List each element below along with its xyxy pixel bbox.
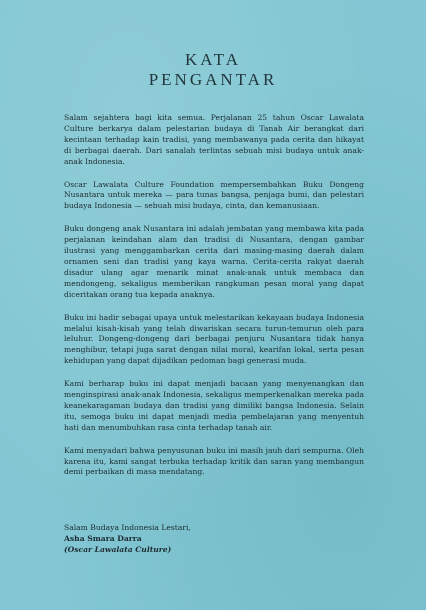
closing-greeting: Salam Budaya Indonesia Lestari,	[64, 523, 191, 532]
paragraph-2: Oscar Lawalata Culture Foundation mempersembahkan Buku Dongeng Nusantara untuk mereka — para tunas bangsa, penjaga bumi, dan pelestari budaya Indonesia — sebuah misi budaya, cinta, dan kemanusiaan.	[64, 179, 364, 211]
paragraph-3: Buku dongeng anak Nusantara ini adalah jembatan yang membawa kita pada perjalanan keindahan alam dan tradisi di Nusantara, dengan gambar ilustrasi yang menggambarkan cerita dari masing-masing daerah dalam ornamen seni dan tradisi yang kaya warna. Cerita-cerita rakyat daerah disadur ulang agar menarik minat anak-anak untuk membaca dan mendongeng, sekaligus memberikan rangkuman pesan moral yang dapat diceritakan orang tua kepada anaknya.	[64, 224, 364, 299]
paragraph-5: Kami berharap buku ini dapat menjadi bacaan yang menyenangkan dan menginspirasi anak-anak Indonesia, sekaligus memperkenalkan mereka pada keanekaragaman budaya dan tradisi yang dimiliki bangsa Indonesia. Selain itu, semoga buku ini dapat menjadi media pembelajaran yang menyentuh hati dan menumbuhkan rasa cinta terhadap tanah air.	[64, 379, 364, 432]
signer-name: Asha Smara Darra	[64, 534, 142, 543]
paragraph-6: Kami menyadari bahwa penyusunan buku ini masih jauh dari sempurna. Oleh karena itu, kami sangat terbuka terhadap kritik dan saran yang membangun demi perbaikan di masa mendatang.	[64, 445, 364, 477]
paragraph-4: Buku ini hadir sebagai upaya untuk melestarikan kekayaan budaya Indonesia melalui kisah-kisah yang telah diwariskan secara turun-temurun oleh para leluhur. Dongeng-dongeng dari berbagai penjuru Nusantara tidak hanya menghibur, tetapi juga sarat dengan nilai moral, kearifan lokal, serta pesan kehidupan yang dapat dijadikan pedoman bagi generasi muda.	[64, 312, 364, 366]
body-text	[64, 113, 364, 490]
signer-organization: (Oscar Lawalata Culture)	[64, 545, 172, 554]
title-line-1: KATA	[185, 50, 241, 69]
title-line-2: PENGANTAR	[148, 70, 278, 89]
signature-block	[64, 522, 364, 555]
paragraph-1: Salam sejahtera bagi kita semua. Perjalanan 25 tahun Oscar Lawalata Culture berkarya dalam pelestarian budaya di Tanah Air berangkat dari kecintaan terhadap kain tradisi, yang membawanya pada cerita dan hikayat di berbagai daerah. Dari sanalah terlintas sebuah misi budaya untuk anak-anak Indonesia.	[64, 113, 364, 166]
